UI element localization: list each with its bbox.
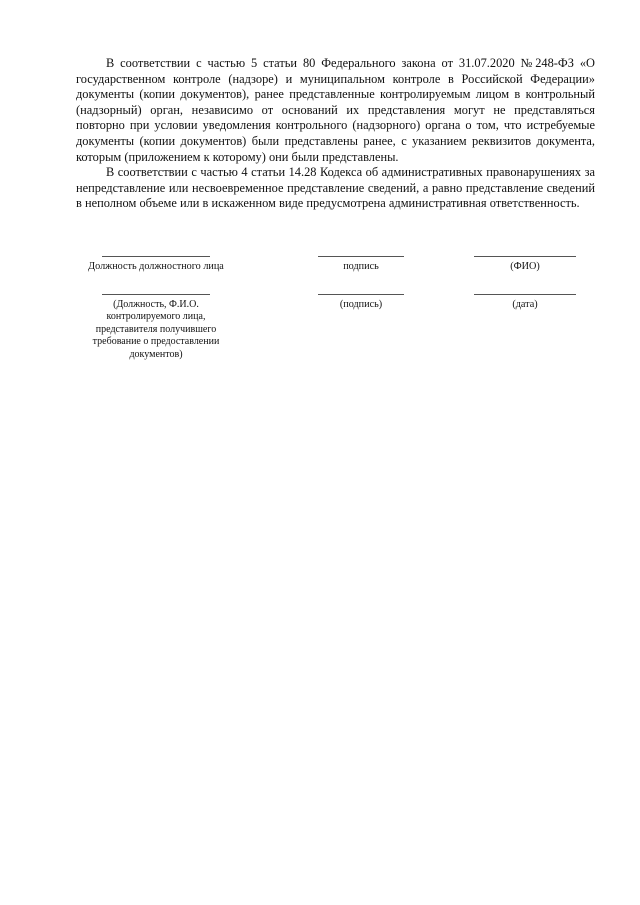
official-position-field [76, 256, 236, 273]
recipient-date-line [474, 294, 576, 295]
official-signature-label: подпись [343, 261, 379, 272]
document-body [76, 56, 595, 212]
recipient-signature-line [318, 294, 404, 295]
official-signature-field [316, 256, 406, 273]
recipient-position-line [102, 294, 210, 295]
official-position-label: Должность должностного лица [88, 261, 224, 272]
official-name-line [474, 256, 576, 257]
official-name-label: (ФИО) [510, 261, 540, 272]
official-position-line [102, 256, 210, 257]
recipient-signature-field [316, 294, 406, 311]
paragraph-law-248: В соответствии с частью 5 статьи 80 Федерального закона от 31.07.2020 №248-ФЗ «О государственном контроле (надзоре) и муниципальном контроле в Российской Федерации» документы (копии документов), ранее представленные контролируемым лицом в контрольный (надзорный) орган, независимо от оснований их представления могут не представляться повторно при условии уведомления контрольного (надзорного) органа о том, что истребуемые документы (копии документов) были представлены ранее, с указанием реквизитов документа, которым (приложением к которому) они были представлены. [76, 56, 595, 164]
recipient-signature-label: (подпись) [339, 299, 383, 310]
official-name-field [466, 256, 584, 273]
recipient-signature-row [76, 294, 595, 374]
official-signature-line [318, 256, 404, 257]
recipient-date-label: (дата) [512, 299, 538, 310]
paragraph-koap-responsibility: В соответствии с частью 4 статьи 14.28 Кодекса об административных правонарушениях за непредставление или несвоевременное представление сведений, а равно представление сведений в неполном объеме или в искаженном виде предусмотрена административная ответственность. [76, 165, 595, 211]
recipient-position-field [76, 294, 236, 361]
recipient-date-field [466, 294, 584, 311]
recipient-position-label: (Должность, Ф.И.О. контролируемого лица, представителя получившего требование о предоставлении документов) [92, 299, 220, 360]
